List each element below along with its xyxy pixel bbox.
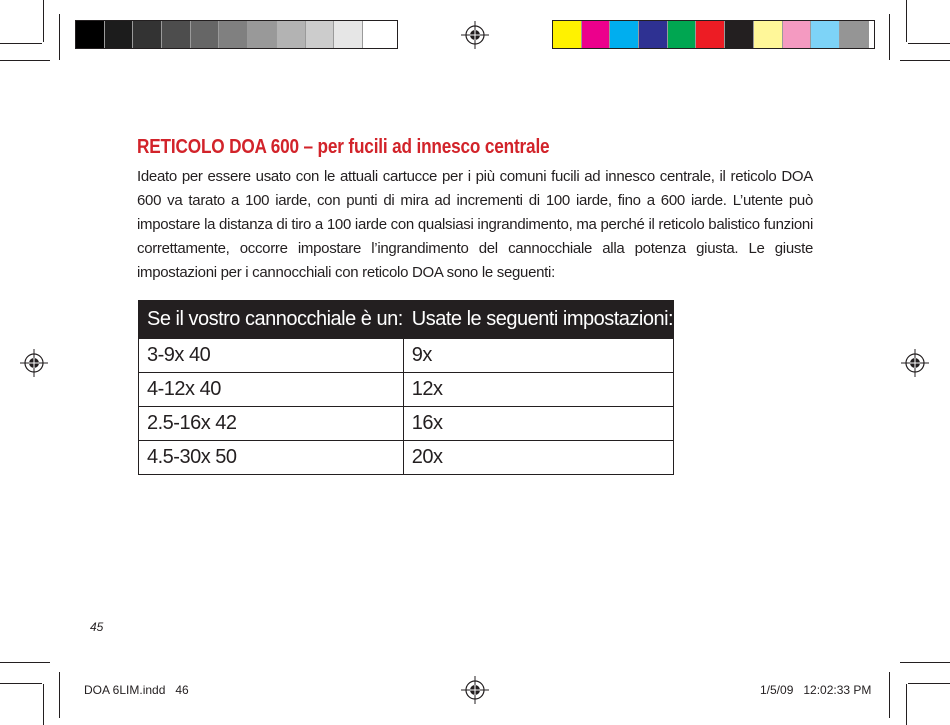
table-header-cell: Usate le seguenti impostazioni: [403, 301, 673, 339]
color-swatch [754, 21, 783, 48]
table-header-cell: Se il vostro cannocchiale è un: [139, 301, 404, 339]
body-paragraph: Ideato per essere usato con le attuali cartucce per i più comuni fucili ad innesco centrale, il reticolo DOA 600 va tarato a 100 iarde, con punti di mira ad incrementi di 100 iarde, fino a 600 iarde. L’utente può impostare la distanza di tiro a 100 iarde con qualsiasi ingrandimento, ma perché il reticolo balistico funzioni correttamente, occorre impostare l’ingrandimento del cannocchiale alla potenza giusta. Le giuste impostazioni per i cannocchiali con reticolo DOA sono le seguenti: [137, 168, 813, 281]
color-swatch [191, 21, 220, 48]
color-swatch [363, 21, 392, 48]
color-swatch [582, 21, 611, 48]
crop-mark [43, 684, 44, 725]
table-cell: 4.5-30x 50 [139, 441, 404, 475]
table-row [139, 441, 674, 475]
crop-mark [900, 662, 950, 663]
page-number: 45 [90, 620, 104, 634]
table-cell: 2.5-16x 42 [139, 407, 404, 441]
table-cell: 4-12x 40 [139, 373, 404, 407]
color-swatch [696, 21, 725, 48]
color-swatch [725, 21, 754, 48]
table-row [139, 373, 674, 407]
slug-filename: DOA 6LIM.indd 46 [84, 683, 189, 697]
registration-mark-icon [461, 21, 489, 49]
settings-table [138, 300, 674, 475]
table-cell: 20x [403, 441, 673, 475]
table-cell: 9x [403, 339, 673, 373]
crop-mark [906, 684, 907, 725]
crop-mark [906, 0, 907, 42]
color-swatch [277, 21, 306, 48]
color-swatch [162, 21, 191, 48]
crop-mark [0, 662, 50, 663]
section-title: RETICOLO DOA 600 – per fucili ad innesco centrale [137, 136, 550, 158]
color-swatch [133, 21, 162, 48]
table-row [139, 407, 674, 441]
color-swatch [840, 21, 869, 48]
crop-mark [0, 60, 50, 61]
crop-mark [43, 0, 44, 42]
color-swatch [334, 21, 363, 48]
slug-datetime: 1/5/09 12:02:33 PM [760, 683, 872, 697]
color-swatch [553, 21, 582, 48]
color-swatch [783, 21, 812, 48]
crop-mark [59, 14, 60, 60]
crop-mark [59, 672, 60, 718]
crop-mark [0, 683, 42, 684]
color-swatch [219, 21, 248, 48]
color-swatch [105, 21, 134, 48]
crop-mark [889, 672, 890, 718]
color-bar [552, 20, 875, 49]
crop-mark [908, 683, 950, 684]
table-cell: 16x [403, 407, 673, 441]
grayscale-bar [75, 20, 398, 49]
registration-mark-icon [20, 349, 48, 377]
table-cell: 3-9x 40 [139, 339, 404, 373]
color-swatch [668, 21, 697, 48]
table-row [139, 339, 674, 373]
color-swatch [248, 21, 277, 48]
color-swatch [639, 21, 668, 48]
color-swatch [811, 21, 840, 48]
crop-mark [0, 43, 42, 44]
crop-mark [889, 14, 890, 60]
crop-mark [900, 60, 950, 61]
registration-mark-icon [461, 676, 489, 704]
color-swatch [610, 21, 639, 48]
color-swatch [76, 21, 105, 48]
table-header-row [139, 301, 674, 339]
color-swatch [306, 21, 335, 48]
registration-mark-icon [901, 349, 929, 377]
crop-mark [908, 43, 950, 44]
table-cell: 12x [403, 373, 673, 407]
